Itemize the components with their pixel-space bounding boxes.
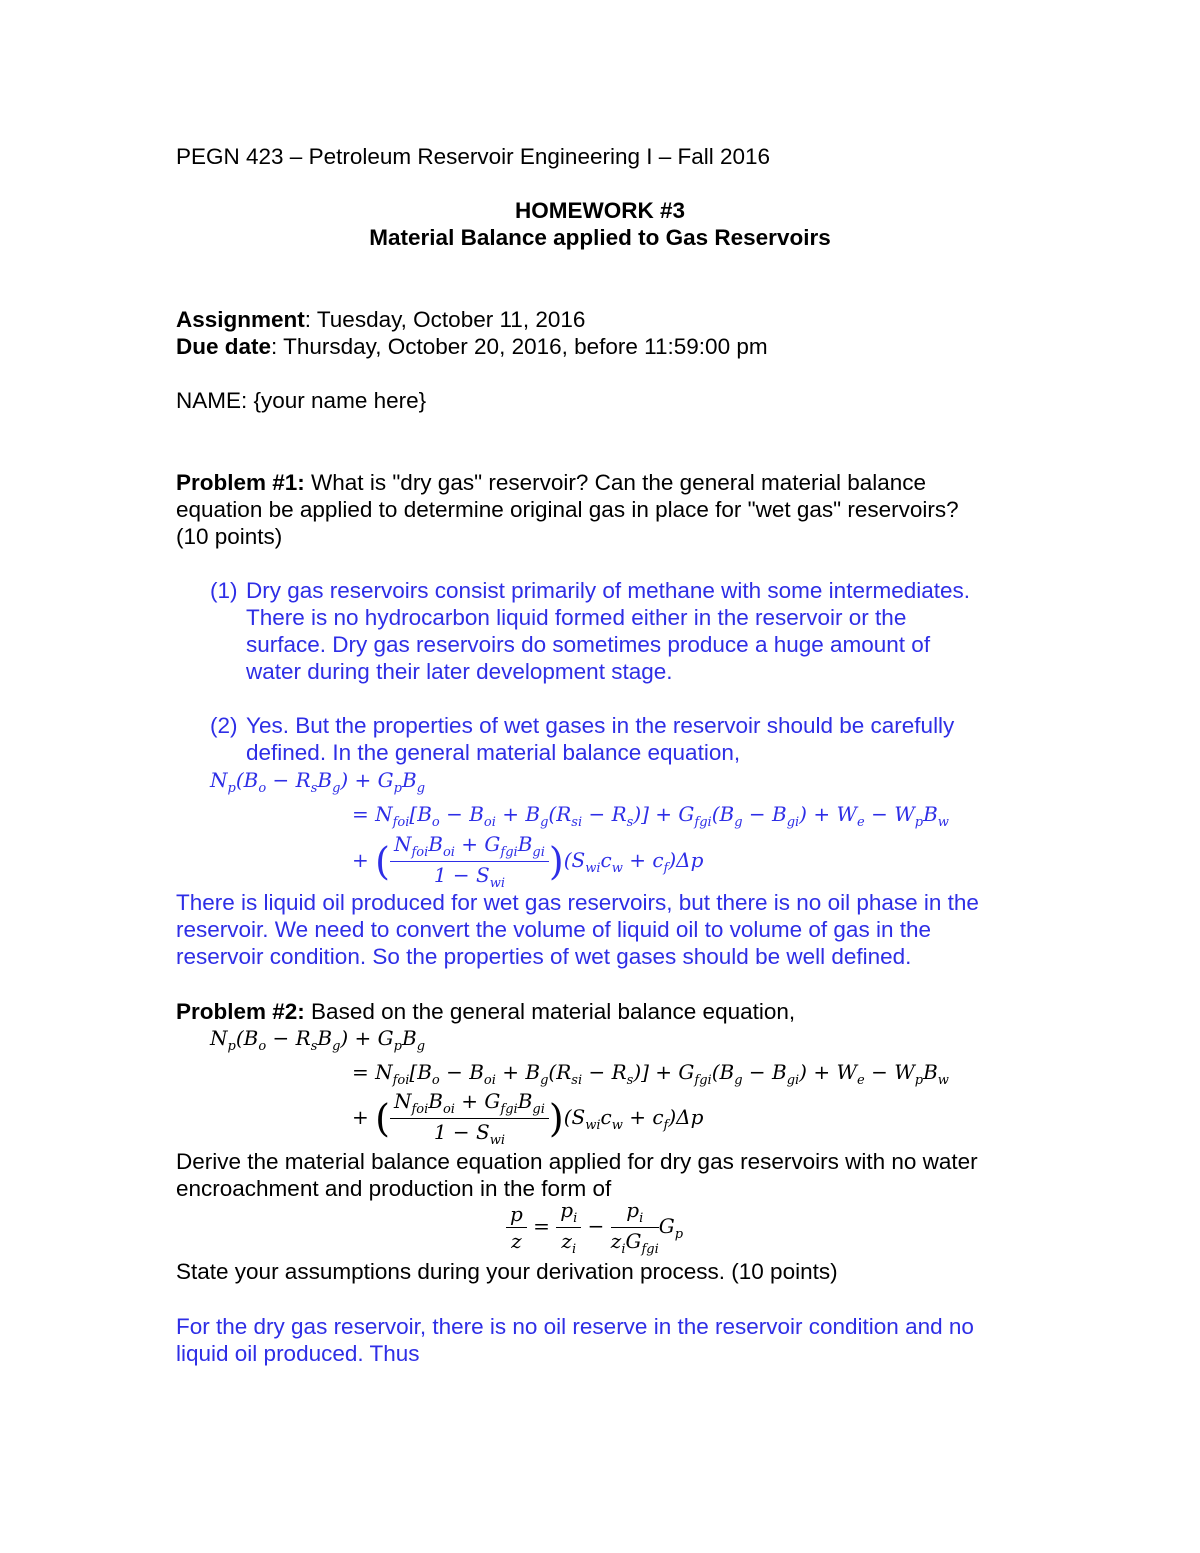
- answer1-block: [210, 577, 970, 685]
- problem1-question-line2: equation be applied to determine original gas in place for "wet gas" reservoirs?: [176, 497, 959, 522]
- problem2-assumptions: State your assumptions during your derivation process. (10 points): [176, 1259, 838, 1284]
- pz-equation: $\frac{p}{z}$ = $\frac{p_i}{z_i}$ − $\frac{p_i}{z_iG_{fgi}}$ $G_p$: [506, 1198, 683, 1257]
- assignment-label: Assignment: [176, 307, 305, 332]
- answer-after-line2: reservoir. We need to convert the volume of liquid oil to volume of gas in the: [176, 917, 931, 942]
- answer2-line1: [210, 712, 954, 739]
- due-date-line: [176, 333, 768, 360]
- assignment-line: [176, 306, 585, 333]
- mbe-equation-2-line3: + ( $\frac{N_{foi}B_{oi} + G_{fgi}B_{gi}}{1 - S_{wi}}$ )$(S_{wi}c_w + c_f)\Delta p$: [352, 1089, 704, 1148]
- homework-subtitle: Material Balance applied to Gas Reservoirs: [369, 225, 831, 250]
- mbe-equation-2-line1: $N_p(B_o - R_sB_g) + G_pB_g$: [210, 1026, 426, 1054]
- answer1-line4: water during their later development stage.: [246, 659, 673, 684]
- problem2-intro-text: Based on the general material balance equation,: [304, 999, 796, 1024]
- answer1-line3: surface. Dry gas reservoirs do sometimes produce a huge amount of: [246, 632, 931, 657]
- answer2-text: Yes. But the properties of wet gases in the reservoir should be carefully: [246, 713, 955, 738]
- answer-after-line1: There is liquid oil produced for wet gas reservoirs, but there is no oil phase in the: [176, 890, 979, 915]
- answer1-text: Dry gas reservoirs consist primarily of methane with some intermediates.: [246, 578, 970, 603]
- problem1-question-line1: [176, 469, 926, 496]
- homework-title: HOMEWORK #3: [514, 198, 685, 223]
- problem2-derive-line1: Derive the material balance equation applied for dry gas reservoirs with no water: [176, 1149, 978, 1174]
- problem2-answer-line1: For the dry gas reservoir, there is no oil reserve in the reservoir condition and no: [176, 1314, 974, 1339]
- answer1-line1: [210, 577, 970, 604]
- course-line: PEGN 423 – Petroleum Reservoir Engineering I – Fall 2016: [176, 144, 771, 169]
- assignment-value: : Tuesday, October 11, 2016: [304, 307, 586, 332]
- answer2-block: [210, 712, 954, 766]
- answer2-number: (2): [210, 713, 238, 738]
- problem1-question-text: What is "dry gas" reservoir? Can the general material balance: [304, 470, 927, 495]
- answer2-line2: defined. In the general material balance equation,: [246, 740, 741, 765]
- problem2-derive-line2: encroachment and production in the form of: [176, 1176, 612, 1201]
- due-date-value: : Thursday, October 20, 2016, before 11:59:00 pm: [271, 334, 768, 359]
- mbe-equation-1-line3: + ( $\frac{N_{foi}B_{oi} + G_{fgi}B_{gi}}{1 - S_{wi}}$ )$(S_{wi}c_w + c_f)\Delta p$: [352, 832, 704, 891]
- problem1-question-line3: (10 points): [176, 524, 283, 549]
- due-date-label: Due date: [176, 334, 272, 359]
- answer1-number: (1): [210, 578, 238, 603]
- problem2-intro-line: [176, 998, 795, 1025]
- mbe-equation-2-line2: = $N_{foi}[B_o - B_{oi} + B_g(R_{si} - R_s)] + G_{fgi}(B_g - B_{gi}) + W_e - W_pB_w$: [352, 1060, 949, 1088]
- name-line: NAME: {your name here}: [176, 388, 427, 413]
- answer-after-line3: reservoir condition. So the properties of wet gases should be well defined.: [176, 944, 912, 969]
- problem2-label: Problem #2:: [176, 999, 305, 1024]
- mbe-equation-1-line2: = $N_{foi}[B_o - B_{oi} + B_g(R_{si} - R_s)] + G_{fgi}(B_g - B_{gi}) + W_e - W_pB_w$: [352, 802, 949, 830]
- answer1-line2: There is no hydrocarbon liquid formed either in the reservoir or the: [246, 605, 907, 630]
- problem1-label: Problem #1:: [176, 470, 305, 495]
- mbe-equation-1-line1: $N_p(B_o - R_sB_g) + G_pB_g$: [210, 768, 426, 796]
- problem2-answer-line2: liquid oil produced. Thus: [176, 1341, 420, 1366]
